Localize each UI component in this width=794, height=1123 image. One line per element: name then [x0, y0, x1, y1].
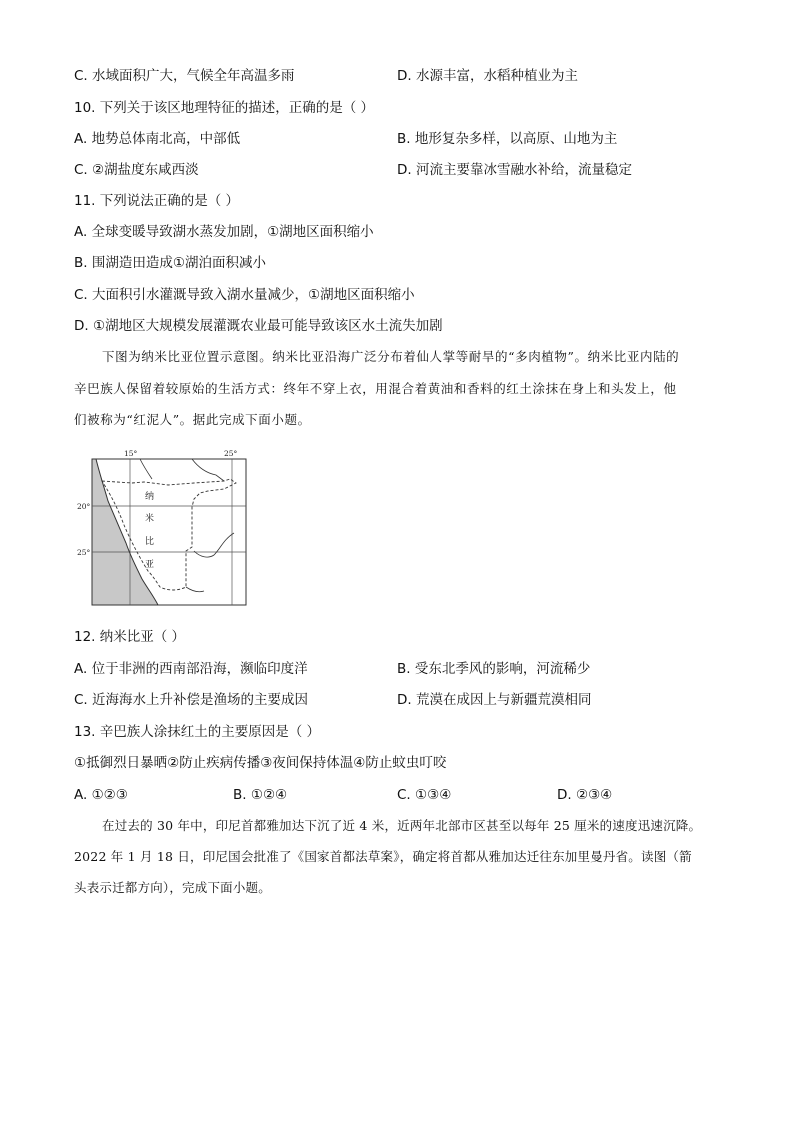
q12-option-b: B. 受东北季风的影响，河流稀少 — [397, 661, 591, 677]
river-line — [194, 533, 234, 557]
q13-option-a: A. ①②③ — [74, 787, 128, 803]
q13-option-d: D. ②③④ — [557, 787, 613, 803]
q12-option-d: D. 荒漠在成因上与新疆荒漠相同 — [397, 692, 592, 708]
label-lat-25: 25° — [77, 548, 91, 557]
passage1-line3: 们被称为“红泥人”。据此完成下面小题。 — [74, 412, 311, 427]
q12-option-a: A. 位于非洲的西南部沿海，濒临印度洋 — [74, 661, 308, 677]
q13-stem: 13. 辛巴族人涂抹红土的主要原因是（ ） — [74, 724, 321, 740]
passage2-line3: 头表示迁都方向），完成下面小题。 — [74, 880, 271, 895]
q11-option-d: D. ①湖地区大规模发展灌溉农业最可能导致该区水土流失加剧 — [74, 318, 443, 334]
q11-option-a: A. 全球变暖导致湖水蒸发加剧，①湖地区面积缩小 — [74, 224, 374, 240]
q9-option-c: C. 水域面积广大，气候全年高温多雨 — [74, 68, 295, 84]
label-lon-15: 15° — [124, 449, 138, 458]
q13-option-c: C. ①③④ — [397, 787, 452, 803]
q10-option-a: A. 地势总体南北高，中部低 — [74, 131, 241, 147]
map-char-4: 亚 — [145, 560, 155, 570]
passage1-line2: 辛巴族人保留着较原始的生活方式：终年不穿上衣，用混合着黄油和香料的红土涂抹在身上和头发上，他 — [74, 381, 677, 396]
map-char-1: 纳 — [145, 492, 155, 502]
q12-stem: 12. 纳米比亚（ ） — [74, 629, 186, 645]
q11-option-c: C. 大面积引水灌溉导致入湖水量减少，①湖地区面积缩小 — [74, 287, 415, 303]
eastern-border-line — [192, 459, 224, 481]
q10-option-b: B. 地形复杂多样，以高原、山地为主 — [397, 131, 618, 147]
map-char-2: 米 — [145, 514, 155, 524]
map-char-3: 比 — [145, 537, 155, 547]
passage1-line1: 下图为纳米比亚位置示意图。纳米比亚沿海广泛分布着仙人掌等耐旱的“多肉植物”。纳米比亚内陆的 — [102, 349, 680, 364]
q9-option-d: D. 水源丰富，水稻种植业为主 — [397, 68, 578, 84]
q10-option-d: D. 河流主要靠冰雪融水补给，流量稳定 — [397, 162, 632, 178]
northern-border-line — [140, 459, 152, 479]
map-svg — [74, 447, 254, 612]
q12-option-c: C. 近海海水上升补偿是渔场的主要成因 — [74, 692, 309, 708]
passage2-line2: 2022 年 1 月 18 日，印尼国会批准了《国家首都法草案》，确定将首都从雅加达迁往东加里曼丹省。读图（箭 — [74, 849, 692, 864]
q11-option-b: B. 围湖造田造成①湖泊面积减小 — [74, 255, 266, 271]
passage2-line1: 在过去的 30 年中，印尼首都雅加达下沉了近 4 米，近两年北部市区甚至以每年 25 厘米的速度迅速沉降。 — [102, 818, 702, 833]
q11-stem: 11. 下列说法正确的是（ ） — [74, 193, 240, 209]
namibia-location-map — [74, 447, 254, 612]
q10-stem: 10. 下列关于该区地理特征的描述，正确的是（ ） — [74, 100, 375, 116]
label-lat-20: 20° — [77, 502, 91, 511]
q13-items: ①抵御烈日暴晒②防止疾病传播③夜间保持体温④防止蚊虫叮咬 — [74, 755, 447, 771]
label-lon-25: 25° — [224, 449, 238, 458]
southern-border-line — [186, 587, 204, 592]
q10-option-c: C. ②湖盐度东咸西淡 — [74, 162, 199, 178]
q13-option-b: B. ①②④ — [233, 787, 288, 803]
